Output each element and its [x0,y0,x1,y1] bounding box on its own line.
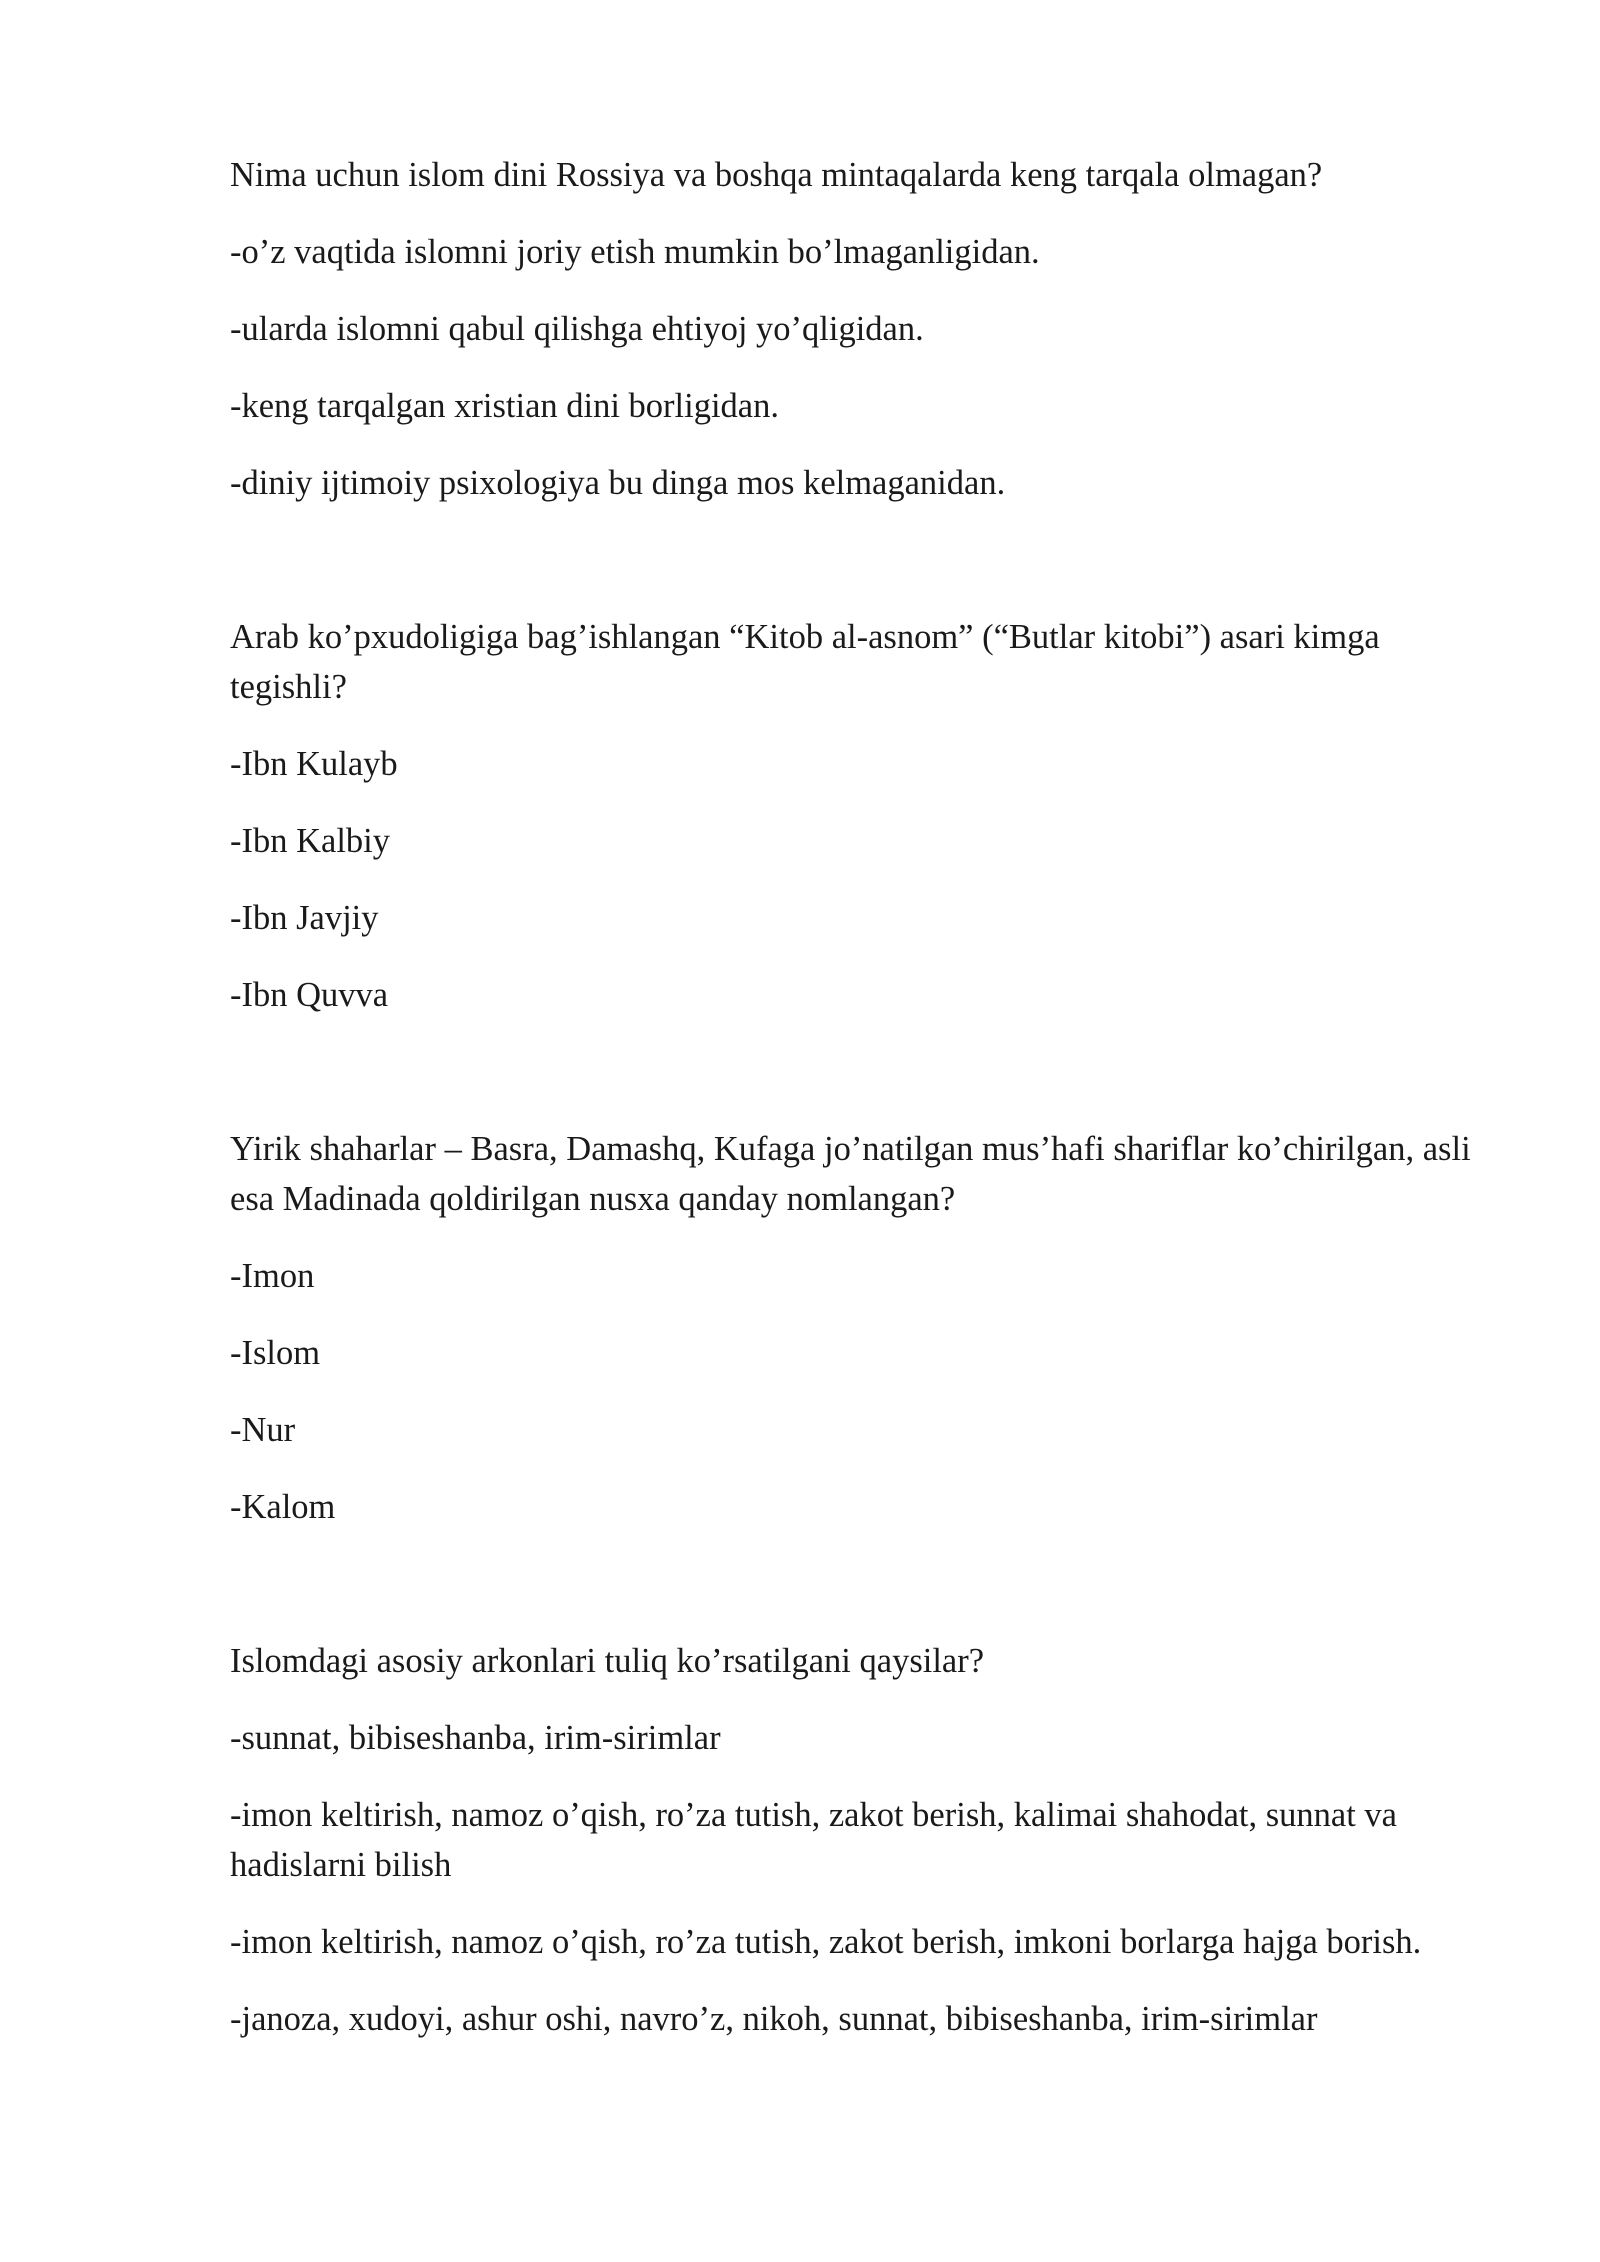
question-text: Nima uchun islom dini Rossiya va boshqa mintaqalarda keng tarqala olmagan? [230,156,1323,194]
answer-option: -Kalom [230,1488,336,1526]
answer-option: -Nur [230,1411,296,1449]
answer-options [230,227,1500,508]
answer-option: -diniy ijtimoiy psixologiya bu dinga mos kelmaganidan. [230,464,1006,502]
question-block-2 [230,612,1500,1020]
question-block-3 [230,1124,1500,1532]
answer-option: -Imon [230,1257,315,1295]
answer-option: -keng tarqalgan xristian dini borligidan. [230,387,779,425]
question-block-4 [230,1636,1500,2044]
answer-option: -janoza, xudoyi, ashur oshi, navro’z, nikoh, sunnat, bibiseshanba, irim-sirimlar [230,2000,1318,2038]
answer-options [230,739,1500,1020]
answer-option: -Ibn Kulayb [230,745,398,783]
question-text: Arab ko’pxudoligiga bag’ishlangan “Kitob al-asnom” (“Butlar kitobi”) asari kimga tegishli? [230,618,1380,706]
answer-option: -ularda islomni qabul qilishga ehtiyoj yo’qligidan. [230,310,924,348]
answer-option: -sunnat, bibiseshanba, irim-sirimlar [230,1719,721,1757]
document-content [230,150,1500,2148]
answer-option: -imon keltirish, namoz o’qish, ro’za tutish, zakot berish, kalimai shahodat, sunnat va hadislarni bilish [230,1796,1397,1884]
answer-option: -Islom [230,1334,321,1372]
question-block-1 [230,150,1500,508]
answer-option: -Ibn Kalbiy [230,822,391,860]
answer-options [230,1713,1500,2044]
answer-option: -Ibn Javjiy [230,899,379,937]
answer-options [230,1251,1500,1532]
answer-option: -Ibn Quvva [230,976,389,1014]
question-text: Yirik shaharlar – Basra, Damashq, Kufaga jo’natilgan mus’hafi shariflar ko’chirilgan, asli esa Madinada qoldirilgan nusxa qanday nomlangan? [230,1130,1471,1218]
answer-option: -imon keltirish, namoz o’qish, ro’za tutish, zakot berish, imkoni borlarga hajga borish. [230,1923,1422,1961]
answer-option: -o’z vaqtida islomni joriy etish mumkin bo’lmaganligidan. [230,233,1040,271]
question-text: Islomdagi asosiy arkonlari tuliq ko’rsatilgani qaysilar? [230,1642,985,1680]
